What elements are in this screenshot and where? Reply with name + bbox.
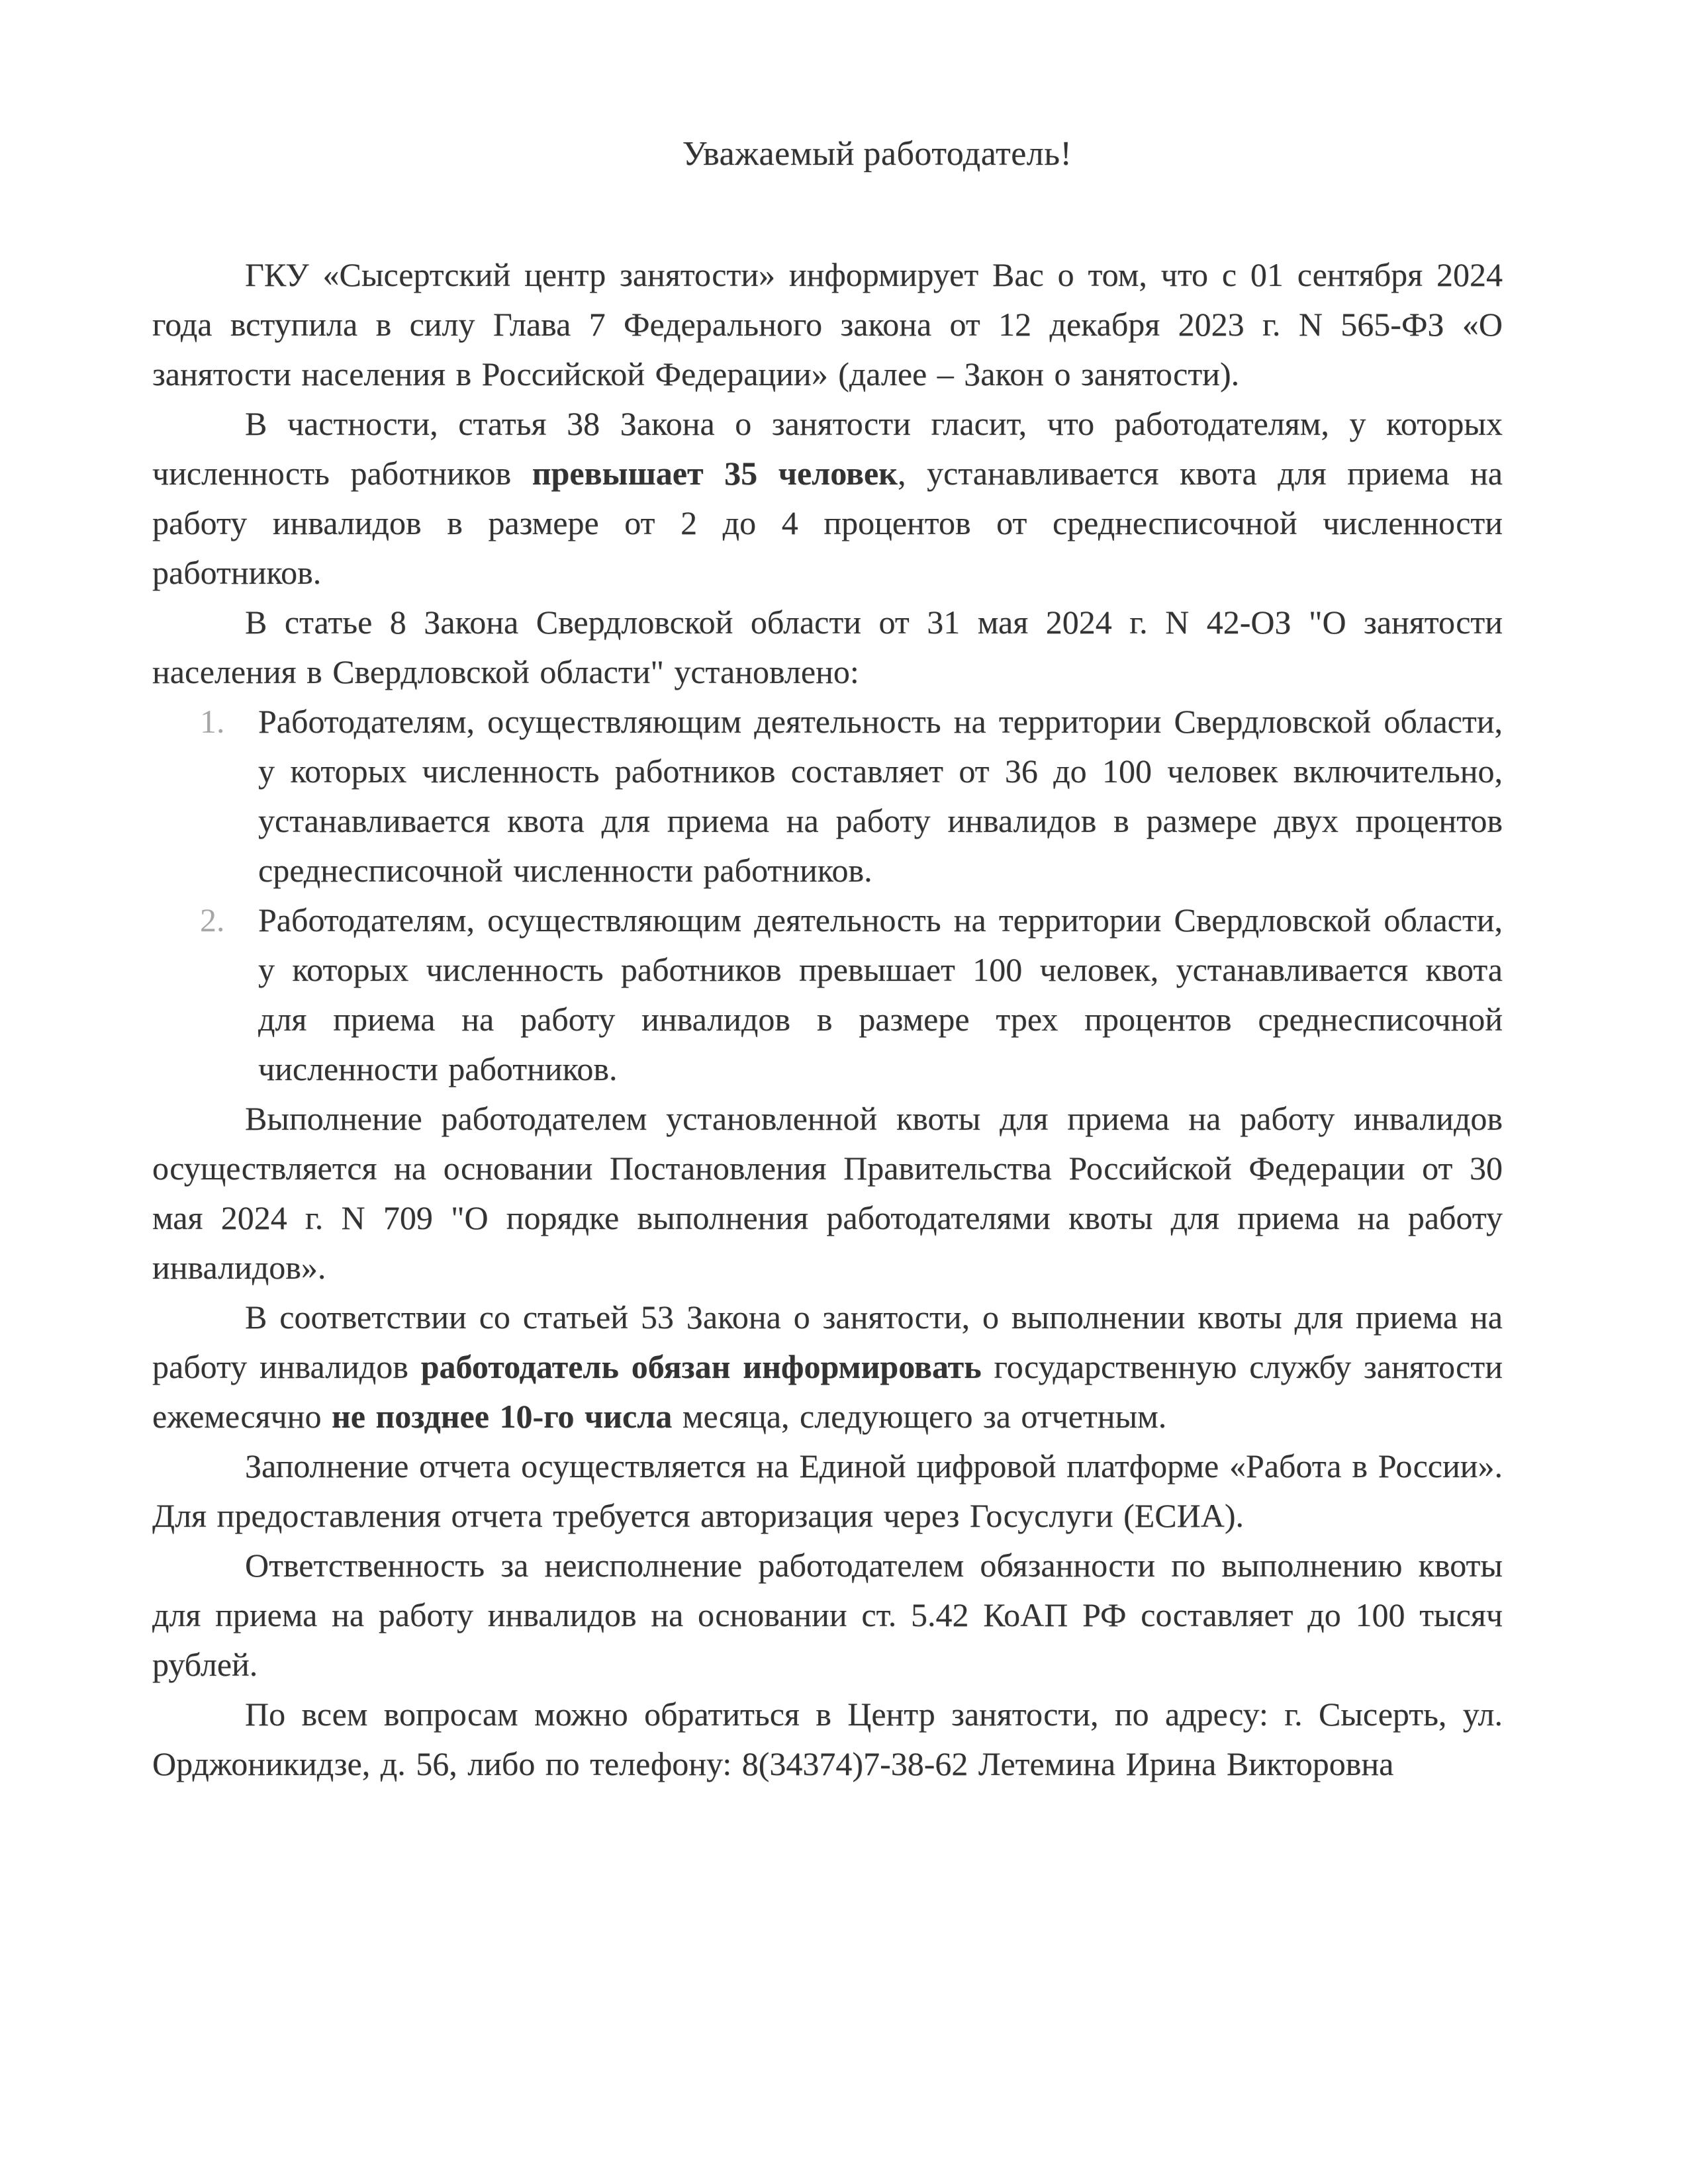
quota-list-item-1 <box>152 697 1503 895</box>
letter-title: Уважаемый работодатель! <box>682 135 1072 173</box>
text-segment: месяца, следующего за отчетным. <box>672 1398 1167 1435</box>
intro-paragraph-1 <box>152 250 1503 399</box>
list-item-number: 2. <box>200 901 225 938</box>
text-segment: , устанавливается квота для приема на работу инвалидов в размере от 2 до 4 процентов от среднесписочной численности работников. <box>152 455 1503 591</box>
text-segment: ГКУ «Сысертский центр занятости» информирует Вас о том, что с 01 сентября 2024 года вступила в силу Глава 7 Федерального закона от 12 декабря 2023 г. N 565-ФЗ «О занятости населения в Российской Федерации» (далее – Закон о занятости). <box>152 256 1503 392</box>
intro-paragraph-3 <box>152 598 1503 697</box>
intro-paragraph-2 <box>152 399 1503 598</box>
text-segment: По всем вопросам можно обратиться в Центр занятости, по адресу: г. Сысерть, ул. Орджоникидзе, д. 56, либо по телефону: 8(34374)7-38-62 Летемина Ирина Викторовна <box>152 1696 1503 1782</box>
text-segment: Заполнение отчета осуществляется на Единой цифровой платформе «Работа в России». Для предоставления отчета требуется авторизация через Госуслуги (ЕСИА). <box>152 1447 1503 1534</box>
text-segment: В статье 8 Закона Свердловской области от 31 мая 2024 г. N 42-ОЗ "О занятости населения в Свердловской области" установлено: <box>152 604 1503 690</box>
text-segment: Ответственность за неисполнение работодателем обязанности по выполнению квоты для приема на работу инвалидов на основании ст. 5.42 КоАП РФ составляет до 100 тысяч рублей. <box>152 1547 1503 1683</box>
text-segment: В частности, статья 38 Закона о занятости гласит, что работодателям, у которых численность работников <box>152 405 1503 492</box>
text-segment: Выполнение работодателем установленной квоты для приема на работу инвалидов осуществляется на основании Постановления Правительства Российской Федерации от 30 мая 2024 г. N 709 "О порядке выполнения работодателями квоты для приема на работу инвалидов». <box>152 1100 1503 1286</box>
closing-paragraph-4 <box>152 1541 1503 1690</box>
quota-list-item-2 <box>152 895 1503 1094</box>
closing-paragraph-1 <box>152 1094 1503 1293</box>
letter-body <box>152 250 1503 1789</box>
quota-list <box>152 697 1503 1094</box>
closing-paragraph-2 <box>152 1293 1503 1441</box>
text-segment: Работодателям, осуществляющим деятельность на территории Свердловской области, у которых численность работников превышает 100 человек, устанавливается квота для приема на работу инвалидов в размере трех процентов среднесписочной численности работников. <box>258 901 1503 1087</box>
bold-text-segment: превышает 35 человек <box>532 455 898 492</box>
closing-paragraph-5 <box>152 1690 1503 1789</box>
bold-text-segment: работодатель обязан информировать <box>420 1348 982 1385</box>
bold-text-segment: не позднее 10-го числа <box>331 1398 673 1435</box>
text-segment: государственную службу занятости ежемесячно <box>152 1348 1503 1435</box>
closing-paragraph-3 <box>152 1441 1503 1541</box>
text-segment: Работодателям, осуществляющим деятельность на территории Свердловской области, у которых численность работников составляет от 36 до 100 человек включительно, устанавливается квота для приема на работу инвалидов в размере двух процентов среднесписочной численности работников. <box>258 703 1503 889</box>
text-segment: В соответствии со статьей 53 Закона о занятости, о выполнении квоты для приема на работу инвалидов <box>152 1298 1503 1385</box>
list-item-number: 1. <box>200 703 225 740</box>
